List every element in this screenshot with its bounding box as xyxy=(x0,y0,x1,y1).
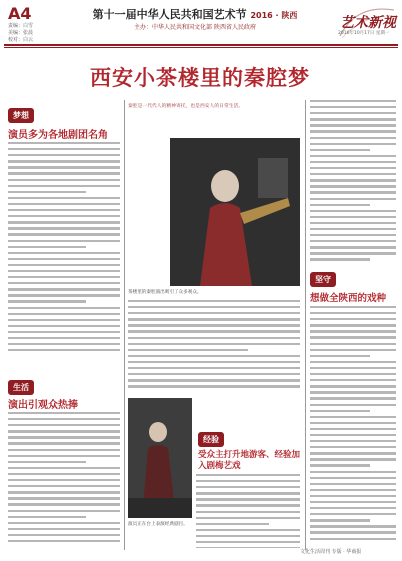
text-line xyxy=(128,330,300,332)
text-line xyxy=(8,522,120,524)
text-line xyxy=(196,474,300,476)
text-line xyxy=(310,330,396,332)
performance-photo xyxy=(170,138,300,286)
text-line xyxy=(310,397,396,399)
column-logo xyxy=(336,2,398,42)
masthead-rule-thin xyxy=(4,47,398,48)
text-line xyxy=(310,452,396,454)
text-line xyxy=(8,307,120,309)
text-line xyxy=(310,185,396,187)
text-line xyxy=(8,276,120,278)
section-heading-3: 想做全陕西的戏种 xyxy=(310,293,387,304)
text-line xyxy=(8,154,120,156)
section-badge-4: 经验 xyxy=(198,432,224,447)
text-line xyxy=(310,446,396,448)
text-line xyxy=(8,160,120,162)
text-line xyxy=(310,246,396,248)
section-heading-2: 演出引观众热捧 xyxy=(8,400,78,411)
text-line xyxy=(310,538,396,540)
section-badge-2: 生活 xyxy=(8,380,34,395)
text-line xyxy=(196,480,300,482)
text-line xyxy=(128,300,300,302)
text-line xyxy=(310,343,396,345)
text-line xyxy=(310,349,396,351)
text-line xyxy=(310,471,396,473)
text-line xyxy=(128,367,300,369)
text-line xyxy=(8,430,120,432)
page-footer: 文化生活周刊 专版 · 华商报 xyxy=(300,549,362,555)
text-line xyxy=(8,179,120,181)
text-line xyxy=(196,517,300,519)
text-line xyxy=(8,215,120,217)
text-line xyxy=(196,511,300,513)
text-line xyxy=(196,492,300,494)
text-line xyxy=(310,361,396,363)
text-line xyxy=(8,300,86,302)
text-line xyxy=(8,191,86,193)
text-line xyxy=(310,391,396,393)
text-line xyxy=(8,418,120,420)
page-code: A4 xyxy=(8,4,32,23)
text-line xyxy=(310,124,396,126)
text-line xyxy=(128,306,300,308)
text-line xyxy=(8,282,120,284)
text-line xyxy=(310,410,370,412)
issue-date: 2016年10月17日 星期一 xyxy=(338,31,390,36)
text-line xyxy=(310,210,396,212)
text-line xyxy=(310,118,396,120)
text-line xyxy=(310,179,396,181)
text-line xyxy=(196,541,300,543)
article-column-5 xyxy=(310,100,396,265)
text-line xyxy=(8,412,120,414)
text-line xyxy=(8,233,120,235)
logo-text: 艺术新视 xyxy=(340,15,396,31)
column-divider xyxy=(124,100,125,550)
text-line xyxy=(310,306,396,308)
text-line xyxy=(310,367,396,369)
text-line xyxy=(8,148,120,150)
text-line xyxy=(8,209,120,211)
text-line xyxy=(310,513,396,515)
text-line xyxy=(310,130,396,132)
text-line xyxy=(8,343,120,345)
text-line xyxy=(196,504,300,506)
article-column-1 xyxy=(8,142,120,357)
article-column-2 xyxy=(8,412,120,550)
text-line xyxy=(8,264,120,266)
text-line xyxy=(8,142,120,144)
text-line xyxy=(310,312,396,314)
text-line xyxy=(128,312,300,314)
text-line xyxy=(310,373,396,375)
text-line xyxy=(8,252,120,254)
text-line xyxy=(8,313,120,315)
section-badge-3: 坚守 xyxy=(310,272,336,287)
text-line xyxy=(310,149,370,151)
text-line xyxy=(310,100,396,102)
text-line xyxy=(8,270,120,272)
text-line xyxy=(310,336,396,338)
text-line xyxy=(8,497,120,499)
text-line xyxy=(310,483,396,485)
text-line xyxy=(196,498,300,500)
text-line xyxy=(8,172,120,174)
text-line xyxy=(8,424,120,426)
article-column-6 xyxy=(310,306,396,544)
column-divider-right xyxy=(305,100,306,550)
text-line xyxy=(128,385,300,387)
opera-performer-image xyxy=(170,138,300,286)
text-line xyxy=(310,167,396,169)
text-line xyxy=(128,318,300,320)
text-line xyxy=(310,173,396,175)
text-line xyxy=(128,349,248,351)
text-line xyxy=(128,373,300,375)
photo-caption-2: 演员正在台上表演经典剧目。 xyxy=(128,522,188,527)
section-heading-1: 演员多为各地剧团名角 xyxy=(8,130,108,141)
text-line xyxy=(128,324,300,326)
section-heading-4: 受众主打升地游客、经验加入剧梅艺戏 xyxy=(198,450,301,471)
text-line xyxy=(310,234,396,236)
text-line xyxy=(8,246,86,248)
text-line xyxy=(310,143,396,145)
festival-subtitle: 主办：中华人民共和国文化部 陕西省人民政府 xyxy=(134,24,256,31)
text-line xyxy=(310,519,370,521)
text-line xyxy=(128,355,300,357)
text-line xyxy=(8,203,120,205)
text-line xyxy=(310,355,370,357)
festival-title xyxy=(80,6,310,22)
text-line xyxy=(310,440,396,442)
text-line xyxy=(8,197,120,199)
text-line xyxy=(8,510,120,512)
text-line xyxy=(8,240,120,242)
stage-photo xyxy=(128,398,192,518)
text-line xyxy=(310,385,396,387)
text-line xyxy=(8,473,120,475)
text-line xyxy=(8,166,120,168)
text-line xyxy=(196,535,300,537)
text-line xyxy=(310,137,396,139)
text-line xyxy=(310,216,396,218)
text-line xyxy=(310,501,396,503)
text-line xyxy=(8,461,86,463)
text-line xyxy=(310,318,396,320)
text-line xyxy=(310,458,396,460)
text-line xyxy=(8,294,120,296)
text-line xyxy=(128,361,300,363)
text-line xyxy=(310,531,396,533)
text-line xyxy=(8,288,120,290)
text-line xyxy=(8,319,120,321)
text-line xyxy=(8,325,120,327)
article-column-3 xyxy=(128,300,300,394)
text-line xyxy=(8,534,120,536)
text-line xyxy=(8,337,120,339)
text-line xyxy=(8,479,120,481)
text-line xyxy=(8,485,120,487)
text-line xyxy=(310,434,396,436)
text-line xyxy=(8,503,120,505)
text-line xyxy=(310,495,396,497)
text-line xyxy=(310,240,396,242)
text-line xyxy=(8,258,120,260)
text-line xyxy=(310,252,396,254)
text-line xyxy=(8,349,120,351)
text-line xyxy=(8,442,120,444)
section-badge-1: 梦想 xyxy=(8,108,34,123)
text-line xyxy=(196,486,300,488)
text-line xyxy=(310,477,396,479)
text-line xyxy=(310,404,396,406)
text-line xyxy=(8,455,120,457)
text-line xyxy=(310,106,396,108)
text-line xyxy=(196,523,269,525)
text-line xyxy=(128,343,300,345)
text-line xyxy=(310,112,396,114)
text-line xyxy=(310,489,396,491)
text-line xyxy=(128,379,300,381)
text-line xyxy=(196,547,300,548)
article-column-4 xyxy=(196,474,300,548)
text-line xyxy=(310,222,396,224)
text-line xyxy=(310,428,396,430)
text-line xyxy=(128,337,300,339)
masthead-rule xyxy=(4,44,398,46)
text-line xyxy=(8,449,120,451)
text-line xyxy=(8,221,120,223)
text-line xyxy=(310,161,396,163)
text-line xyxy=(310,507,396,509)
text-line xyxy=(8,491,120,493)
text-line xyxy=(310,422,396,424)
text-line xyxy=(8,436,120,438)
text-line xyxy=(310,228,396,230)
text-line xyxy=(310,204,370,206)
text-line xyxy=(196,529,300,531)
text-line xyxy=(8,516,86,518)
text-line xyxy=(310,191,396,193)
text-line xyxy=(310,198,396,200)
pull-quote: 秦腔是一代代人的精神寄托，也是西安人的日常生活。 xyxy=(128,104,244,109)
photo-caption-1: 茶楼里的秦腔演出吸引了众多观众。 xyxy=(128,290,202,295)
text-line xyxy=(8,185,120,187)
text-line xyxy=(310,379,396,381)
text-line xyxy=(8,540,120,542)
text-line xyxy=(310,416,396,418)
festival-name: 第十一届中华人民共和国艺术节 xyxy=(92,8,247,21)
text-line xyxy=(310,525,396,527)
text-line xyxy=(8,227,120,229)
headline: 西安小茶楼里的秦腔梦 xyxy=(90,65,310,90)
text-line xyxy=(310,464,370,466)
festival-place: 2016 · 陕西 xyxy=(250,11,298,20)
text-line xyxy=(8,528,120,530)
page-meta: 责编：白雪 美编：张晨 校对：白云 xyxy=(8,23,34,43)
opera-stage-image xyxy=(128,398,192,518)
text-line xyxy=(8,467,120,469)
text-line xyxy=(310,258,370,260)
text-line xyxy=(8,331,120,333)
text-line xyxy=(310,324,396,326)
text-line xyxy=(310,155,396,157)
